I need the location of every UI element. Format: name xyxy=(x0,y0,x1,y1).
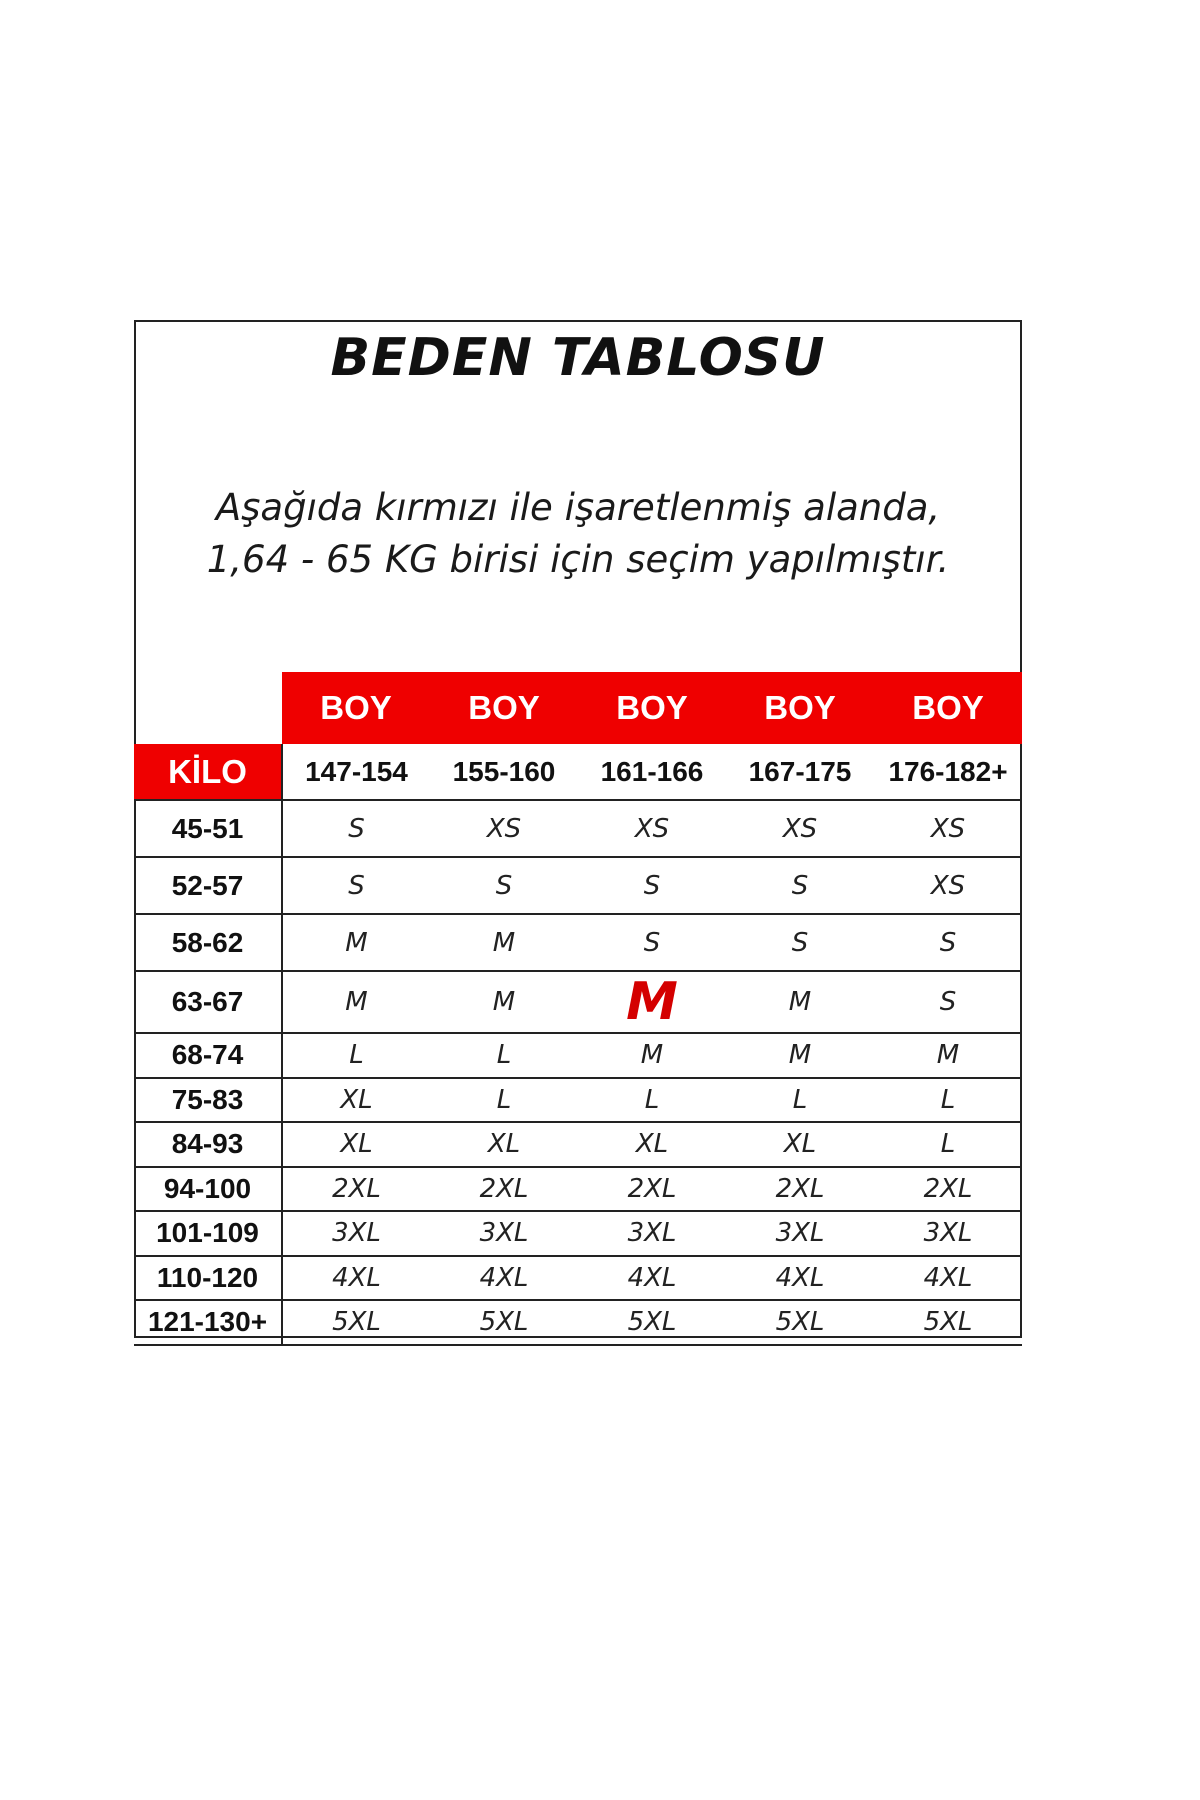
size-cell: 3XL xyxy=(874,1211,1022,1256)
height-range: 147-154 xyxy=(282,744,430,800)
size-cell: XL xyxy=(578,1122,726,1167)
table-row xyxy=(134,971,1022,1033)
size-cell: M xyxy=(430,971,578,1033)
size-cell: XL xyxy=(282,1078,430,1123)
size-cell: 2XL xyxy=(430,1167,578,1212)
description xyxy=(136,482,1020,586)
table-row xyxy=(134,1078,1022,1123)
table-row xyxy=(134,1300,1022,1345)
size-cell: XL xyxy=(430,1122,578,1167)
kilo-range: 45-51 xyxy=(134,800,282,857)
corner-blank xyxy=(134,672,282,744)
size-cell: XL xyxy=(282,1122,430,1167)
table-row xyxy=(134,857,1022,914)
size-cell: 5XL xyxy=(282,1300,430,1345)
height-range: 161-166 xyxy=(578,744,726,800)
kilo-range: 94-100 xyxy=(134,1167,282,1212)
size-cell: 2XL xyxy=(874,1167,1022,1212)
size-cell: L xyxy=(430,1033,578,1078)
size-cell: L xyxy=(578,1078,726,1123)
kilo-range: 52-57 xyxy=(134,857,282,914)
boy-header: BOY xyxy=(578,672,726,744)
size-table xyxy=(134,672,1022,1346)
size-cell: 4XL xyxy=(430,1256,578,1301)
size-cell: XS xyxy=(726,800,874,857)
size-cell: L xyxy=(282,1033,430,1078)
size-cell: S xyxy=(282,857,430,914)
table-row xyxy=(134,1211,1022,1256)
size-cell: M xyxy=(282,914,430,971)
kilo-range: 63-67 xyxy=(134,971,282,1033)
size-cell: 4XL xyxy=(874,1256,1022,1301)
size-cell: S xyxy=(578,857,726,914)
description-line-2: 1,64 - 65 KG birisi için seçim yapılmıştır. xyxy=(206,538,950,581)
size-cell: S xyxy=(726,857,874,914)
size-cell: 3XL xyxy=(282,1211,430,1256)
size-cell: 5XL xyxy=(430,1300,578,1345)
size-cell: L xyxy=(874,1122,1022,1167)
height-range: 155-160 xyxy=(430,744,578,800)
table-row xyxy=(134,1167,1022,1212)
size-cell: XS xyxy=(874,857,1022,914)
size-cell: XS xyxy=(578,800,726,857)
table-row xyxy=(134,1256,1022,1301)
size-cell: M xyxy=(578,1033,726,1078)
size-cell: S xyxy=(874,971,1022,1033)
size-cell: M xyxy=(430,914,578,971)
table-row xyxy=(134,800,1022,857)
kilo-range: 68-74 xyxy=(134,1033,282,1078)
size-cell: L xyxy=(726,1078,874,1123)
kilo-range: 58-62 xyxy=(134,914,282,971)
size-cell: 5XL xyxy=(726,1300,874,1345)
table-row xyxy=(134,914,1022,971)
size-cell: S xyxy=(578,914,726,971)
size-cell: S xyxy=(430,857,578,914)
size-cell: 3XL xyxy=(726,1211,874,1256)
size-cell: 5XL xyxy=(874,1300,1022,1345)
kilo-range: 110-120 xyxy=(134,1256,282,1301)
kilo-range: 84-93 xyxy=(134,1122,282,1167)
height-range-row xyxy=(134,744,1022,800)
size-cell: M xyxy=(874,1033,1022,1078)
size-cell: XS xyxy=(430,800,578,857)
size-cell: M xyxy=(726,971,874,1033)
size-cell: 4XL xyxy=(726,1256,874,1301)
boy-header: BOY xyxy=(430,672,578,744)
size-cell-highlighted: M xyxy=(578,971,726,1033)
height-range: 176-182+ xyxy=(874,744,1022,800)
boy-header: BOY xyxy=(282,672,430,744)
size-cell: 5XL xyxy=(578,1300,726,1345)
size-cell: M xyxy=(726,1033,874,1078)
size-cell: XS xyxy=(874,800,1022,857)
size-cell: 2XL xyxy=(578,1167,726,1212)
table-row xyxy=(134,1122,1022,1167)
size-cell: 4XL xyxy=(282,1256,430,1301)
size-cell: 3XL xyxy=(430,1211,578,1256)
size-cell: S xyxy=(874,914,1022,971)
boy-header: BOY xyxy=(726,672,874,744)
size-cell: XL xyxy=(726,1122,874,1167)
size-cell: 2XL xyxy=(282,1167,430,1212)
size-cell: S xyxy=(726,914,874,971)
size-cell: 3XL xyxy=(578,1211,726,1256)
size-cell: L xyxy=(430,1078,578,1123)
kilo-range: 75-83 xyxy=(134,1078,282,1123)
size-cell: L xyxy=(874,1078,1022,1123)
table-row xyxy=(134,1033,1022,1078)
size-cell: S xyxy=(282,800,430,857)
size-cell: M xyxy=(282,971,430,1033)
kilo-range: 121-130+ xyxy=(134,1300,282,1345)
boy-header: BOY xyxy=(874,672,1022,744)
size-cell: 4XL xyxy=(578,1256,726,1301)
description-line-1: Aşağıda kırmızı ile işaretlenmiş alanda, xyxy=(215,486,941,529)
kilo-range: 101-109 xyxy=(134,1211,282,1256)
page-title: BEDEN TABLOSU xyxy=(330,328,826,388)
height-range: 167-175 xyxy=(726,744,874,800)
kilo-header: KİLO xyxy=(134,744,282,800)
boy-header-row xyxy=(134,672,1022,744)
size-chart-sheet xyxy=(134,320,1022,1338)
size-cell: 2XL xyxy=(726,1167,874,1212)
